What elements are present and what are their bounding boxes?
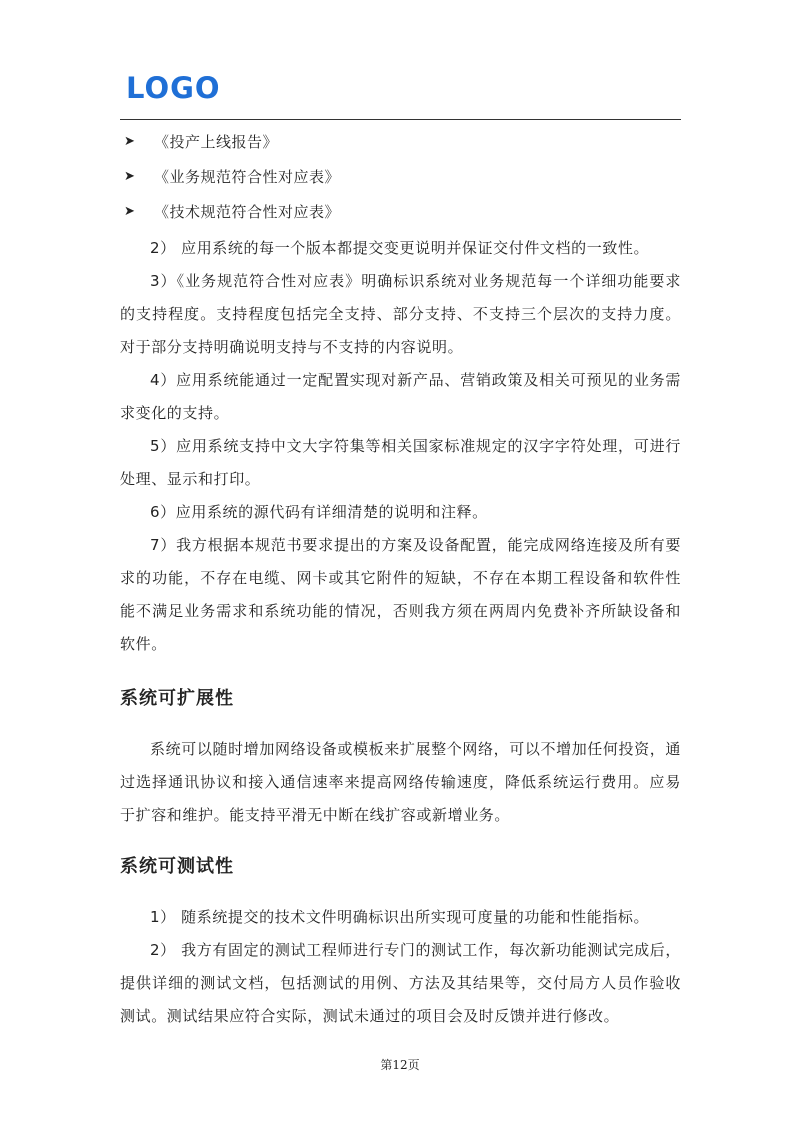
paragraph: 6）应用系统的源代码有详细清楚的说明和注释。 (150, 503, 488, 521)
page-number: 第12页 (380, 1058, 420, 1072)
arrow-bullet-icon: ➤ (124, 204, 136, 219)
bullet-text: 《业务规范符合性对应表》 (154, 168, 341, 186)
section-heading-testability: 系统可测试性 (120, 856, 234, 877)
bullet-text: 《投产上线报告》 (154, 133, 279, 151)
bullet-item (120, 159, 681, 194)
section-heading-scalability: 系统可扩展性 (120, 688, 234, 709)
bullet-item (120, 124, 681, 159)
paragraph: 3）《业务规范符合性对应表》明确标识系统对业务规范每一个详细功能要求的支持程度。支持程度包括完全支持、部分支持、不支持三个层次的支持力度。对于部分支持明确说明支持与不支持的内容说明。 (120, 272, 681, 356)
paragraph: 系统可以随时增加网络设备或模板来扩展整个网络，可以不增加任何投资，通过选择通讯协议和接入通信速率来提高网络传输速度，降低系统运行费用。应易于扩容和维护。能支持平滑无中断在线扩容或新增业务。 (120, 740, 681, 824)
paragraph: 7）我方根据本规范书要求提出的方案及设备配置，能完成网络连接及所有要求的功能，不存在电缆、网卡或其它附件的短缺，不存在本期工程设备和软件性能不满足业务需求和系统功能的情况，否则我方须在两周内免费补齐所缺设备和软件。 (120, 536, 681, 653)
paragraph: 2） 应用系统的每一个版本都提交变更说明并保证交付件文档的一致性。 (150, 239, 650, 257)
document-body (120, 124, 681, 1033)
paragraph: 2） 我方有固定的测试工程师进行专门的测试工作，每次新功能测试完成后，提供详细的测试文档，包括测试的用例、方法及其结果等，交付局方人员作验收测试。测试结果应符合实际，测试未通过的项目会及时反馈并进行修改。 (120, 941, 681, 1025)
bullet-text: 《技术规范符合性对应表》 (154, 203, 341, 221)
paragraph: 1） 随系统提交的技术文件明确标识出所实现可度量的功能和性能指标。 (150, 908, 650, 926)
header-divider (120, 119, 681, 120)
paragraph: 5）应用系统支持中文大字符集等相关国家标准规定的汉字字符处理，可进行处理、显示和打印。 (120, 437, 681, 488)
logo: LOGO (126, 71, 221, 105)
bullet-item (120, 194, 681, 229)
paragraph: 4）应用系统能通过一定配置实现对新产品、营销政策及相关可预见的业务需求变化的支持。 (120, 371, 681, 422)
arrow-bullet-icon: ➤ (124, 169, 136, 184)
arrow-bullet-icon: ➤ (124, 134, 136, 149)
